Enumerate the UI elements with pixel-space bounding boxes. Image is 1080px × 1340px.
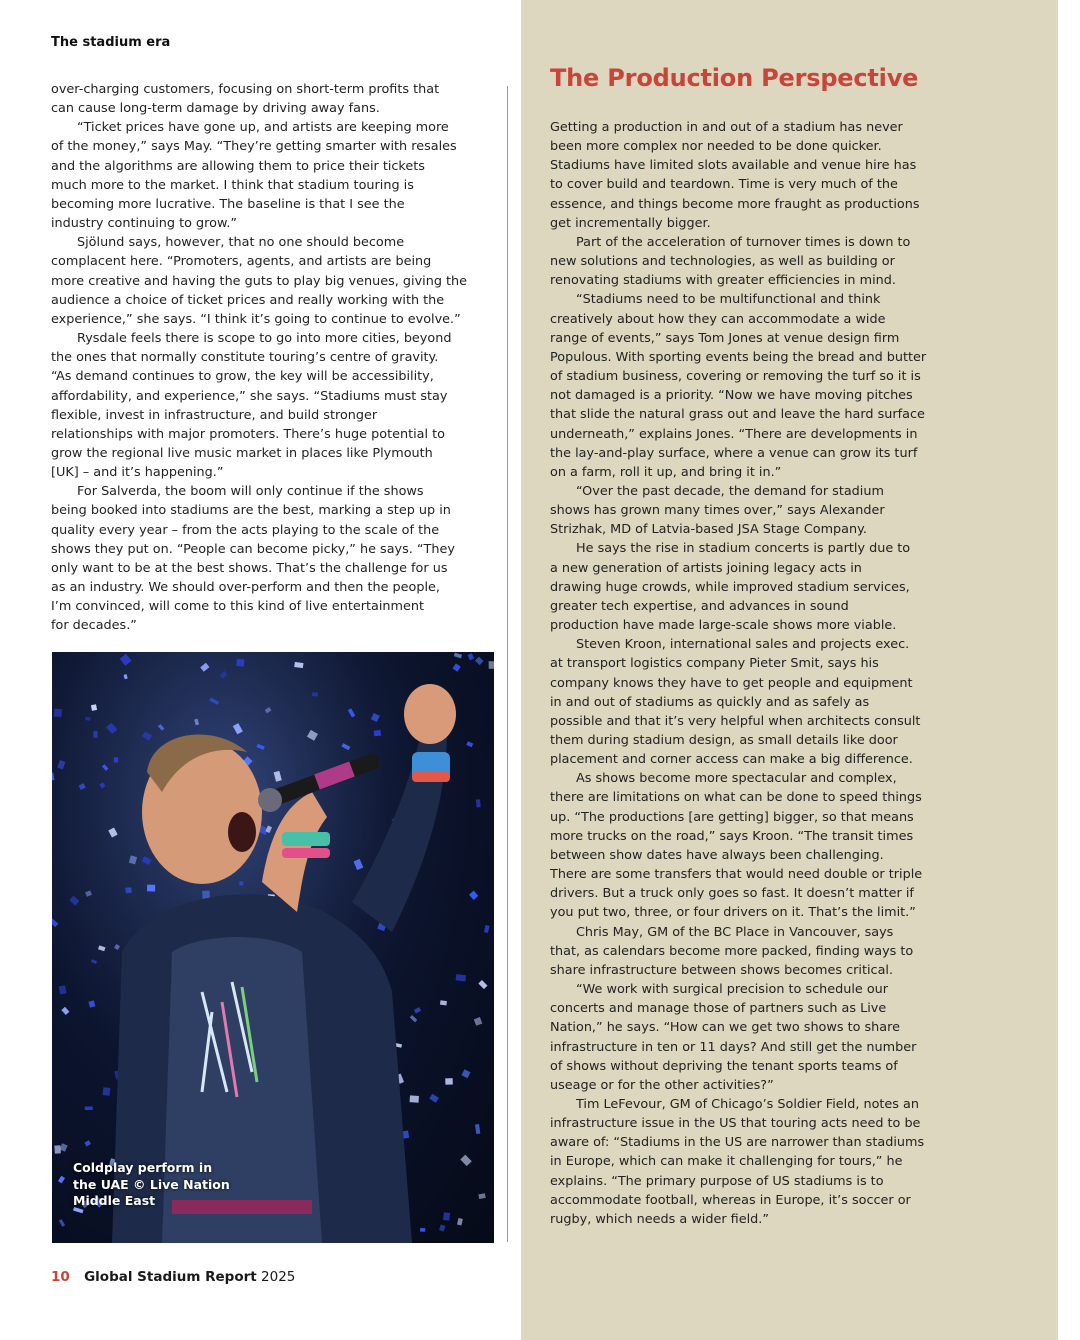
text-line: you put two, three, or four drivers on it. That’s the limit.”: [550, 905, 916, 921]
text-line: underneath,” explains Jones. “There are developments in: [550, 426, 918, 442]
confetti-piece: [410, 1095, 419, 1102]
text-line: I’m convinced, will come to this kind of live entertainment: [51, 599, 424, 615]
text-line: possible and that it’s very helpful when architects consult: [550, 713, 921, 729]
confetti-piece: [91, 704, 97, 711]
caption-line: the UAE © Live Nation: [73, 1176, 230, 1192]
text-line: Stadiums have limited slots available and venue hire has: [550, 158, 917, 174]
text-line: that, as calendars become more packed, finding ways to: [550, 943, 914, 959]
text-line: useage or for the other activities?”: [550, 1077, 774, 1093]
text-line: of shows without depriving the tenant sports teams of: [550, 1058, 898, 1074]
text-line: only want to be at the best shows. That’s the challenge for us: [51, 560, 448, 576]
text-line: Tim LeFevour, GM of Chicago’s Soldier Field, notes an: [576, 1096, 919, 1112]
sidebar-article: [550, 118, 960, 1229]
publication-year: 2025: [261, 1269, 296, 1285]
confetti-piece: [85, 1107, 93, 1111]
text-line: placement and corner access can make a big difference.: [550, 752, 913, 768]
text-line: [UK] – and it’s happening.”: [51, 465, 224, 481]
confetti-piece: [54, 709, 62, 718]
confetti-piece: [93, 731, 97, 738]
text-line: becoming more lucrative. The baseline is that I see the: [51, 196, 405, 212]
confetti-piece: [54, 1145, 61, 1154]
text-line: accommodate football, whereas in Europe, it’s soccer or: [550, 1192, 911, 1208]
text-line: as an industry. We should over-perform and then the people,: [51, 580, 440, 596]
text-line: more creative and having the guts to play big venues, giving the: [51, 273, 468, 289]
sidebar-title: The Production Perspective: [550, 64, 919, 92]
text-line: Chris May, GM of the BC Place in Vancouver, says: [576, 924, 894, 940]
text-line: company knows they have to get people and equipment: [550, 675, 913, 691]
text-line: the lay-and-play surface, where a venue can grow its turf: [550, 445, 918, 461]
text-line: on a farm, roll it up, and bring it in.”: [550, 464, 782, 480]
confetti-piece: [374, 730, 381, 736]
text-line: production have made large-scale shows more viable.: [550, 618, 897, 634]
confetti-piece: [456, 974, 467, 981]
text-line: infrastructure issue in the US that touring acts need to be: [550, 1116, 921, 1132]
text-line: complacent here. “Promoters, agents, and artists are being: [51, 254, 432, 270]
text-line: audience a choice of ticket prices and really working with the: [51, 292, 445, 308]
confetti-piece: [420, 1228, 425, 1232]
confetti-piece: [202, 891, 210, 899]
confetti-piece: [443, 1212, 450, 1221]
text-line: them during stadium design, as small details like door: [550, 733, 898, 748]
left-column-article: [51, 80, 495, 636]
text-line: For Salverda, the boom will only continue if the shows: [77, 484, 424, 500]
text-line: quality every year – from the acts playing to the scale of the: [51, 522, 440, 538]
confetti-piece: [445, 1078, 453, 1085]
confetti-piece: [239, 881, 243, 885]
text-line: to cover build and teardown. Time is very much of the: [550, 177, 898, 193]
text-line: Rysdale feels there is scope to go into more cities, beyond: [77, 331, 452, 347]
text-line: in and out of stadiums as quickly and as safely as: [550, 694, 870, 710]
confetti-piece: [476, 799, 481, 807]
text-line: infrastructure in ten or 11 days? And still get the number: [550, 1039, 917, 1055]
text-line: explains. “The primary purpose of US stadiums is to: [550, 1173, 884, 1189]
text-line: renovating stadiums with greater efficiencies in mind.: [550, 273, 896, 289]
text-line: being booked into stadiums are the best, marking a step up in: [51, 503, 451, 519]
publication-name: Global Stadium Report: [84, 1269, 257, 1285]
text-line: flexible, invest in infrastructure, and build stronger: [51, 407, 378, 423]
confetti-piece: [114, 757, 118, 762]
text-line: shows they put on. “People can become picky,” he says. “They: [51, 541, 455, 557]
page-number: 10: [51, 1269, 70, 1285]
text-line: over-charging customers, focusing on short-term profits that: [51, 82, 440, 97]
page-footer: [51, 1269, 295, 1285]
text-line: “Ticket prices have gone up, and artists are keeping more: [77, 120, 449, 136]
text-line: “Over the past decade, the demand for stadium: [576, 483, 884, 499]
text-line: between show dates have always been challenging.: [550, 847, 884, 863]
text-line: affordability, and experience,” she says. “Stadiums must stay: [51, 388, 448, 404]
text-line: of the money,” says May. “They’re getting smarter with resales: [51, 139, 457, 155]
text-line: Sjölund says, however, that no one should become: [77, 235, 405, 251]
text-line: relationships with major promoters. There’s huge potential to: [51, 426, 445, 442]
section-label: The stadium era: [51, 35, 171, 50]
concert-photo: [52, 652, 494, 1243]
text-line: there are limitations on what can be done to speed things: [550, 790, 922, 806]
text-line: for decades.”: [51, 618, 137, 634]
text-line: Strizhak, MD of Latvia-based JSA Stage Company.: [550, 522, 867, 538]
text-line: more trucks on the road,” says Kroon. “The transit times: [550, 828, 914, 844]
text-line: drivers. But a truck only goes so fast. It doesn’t matter if: [550, 886, 914, 902]
text-line: up. “The productions [are getting] bigger, so that means: [550, 809, 914, 825]
text-line: can cause long-term damage by driving away fans.: [51, 101, 380, 117]
text-line: There are some transfers that would need double or triple: [550, 867, 923, 883]
text-line: greater tech expertise, and advances in sound: [550, 598, 849, 614]
text-line: Steven Kroon, international sales and projects exec.: [576, 637, 910, 653]
text-line: creatively about how they can accommodate a wide: [550, 311, 886, 327]
text-line: and the algorithms are allowing them to price their tickets: [51, 158, 425, 174]
text-line: concerts and manage those of partners such as Live: [550, 1001, 887, 1017]
confetti-piece: [489, 661, 494, 669]
text-line: drawing huge crowds, while improved stadium services,: [550, 579, 910, 595]
singer-illustration: [52, 652, 494, 1243]
text-line: rugby, which needs a wider field.”: [550, 1211, 769, 1227]
text-line: not damaged is a priority. “Now we have moving pitches: [550, 388, 913, 404]
text-line: get incrementally bigger.: [550, 215, 711, 231]
confetti-piece: [125, 887, 131, 893]
caption-line: Middle East: [73, 1193, 156, 1208]
text-line: Getting a production in and out of a stadium has never: [550, 120, 903, 135]
text-line: the ones that normally constitute touring’s centre of gravity.: [51, 350, 439, 366]
text-line: essence, and things become more fraught as productions: [550, 196, 920, 212]
text-line: As shows become more spectacular and complex,: [576, 771, 897, 787]
photo-caption: [73, 1160, 230, 1210]
confetti-piece: [103, 1087, 111, 1095]
text-line: industry continuing to grow.”: [51, 216, 237, 232]
confetti-piece: [147, 885, 155, 892]
text-line: that slide the natural grass out and leave the hard surface: [550, 407, 925, 423]
text-line: been more complex nor needed to be done quicker.: [550, 139, 882, 155]
caption-line: Coldplay perform in: [73, 1160, 213, 1175]
text-line: “As demand continues to grow, the key will be accessibility,: [51, 369, 434, 385]
column-divider: [507, 86, 508, 1242]
text-line: of stadium business, covering or removing the turf so it is: [550, 369, 921, 385]
text-line: a new generation of artists joining legacy acts in: [550, 560, 862, 576]
confetti-piece: [440, 1000, 447, 1005]
text-line: share infrastructure between shows becomes critical.: [550, 962, 894, 978]
text-line: new solutions and technologies, as well as building or: [550, 254, 895, 270]
text-line: Nation,” he says. “How can we get two shows to share: [550, 1020, 900, 1036]
confetti-piece: [312, 692, 318, 696]
text-line: “We work with surgical precision to schedule our: [576, 982, 889, 998]
text-line: experience,” she says. “I think it’s going to continue to evolve.”: [51, 311, 461, 327]
confetti-piece: [236, 659, 244, 667]
text-line: grow the regional live music market in places like Plymouth: [51, 445, 433, 461]
text-line: in Europe, which can make it challenging for tours,” he: [550, 1154, 903, 1170]
text-line: Part of the acceleration of turnover times is down to: [576, 234, 911, 250]
text-line: range of events,” says Tom Jones at venue design firm: [550, 330, 900, 346]
text-line: aware of: “Stadiums in the US are narrower than stadiums: [550, 1135, 925, 1151]
text-line: Populous. With sporting events being the bread and butter: [550, 349, 927, 365]
text-line: at transport logistics company Pieter Smit, says his: [550, 656, 879, 672]
text-line: He says the rise in stadium concerts is partly due to: [576, 541, 911, 557]
text-line: shows has grown many times over,” says Alexander: [550, 503, 885, 519]
text-line: “Stadiums need to be multifunctional and think: [576, 292, 881, 308]
text-line: much more to the market. I think that stadium touring is: [51, 177, 414, 193]
